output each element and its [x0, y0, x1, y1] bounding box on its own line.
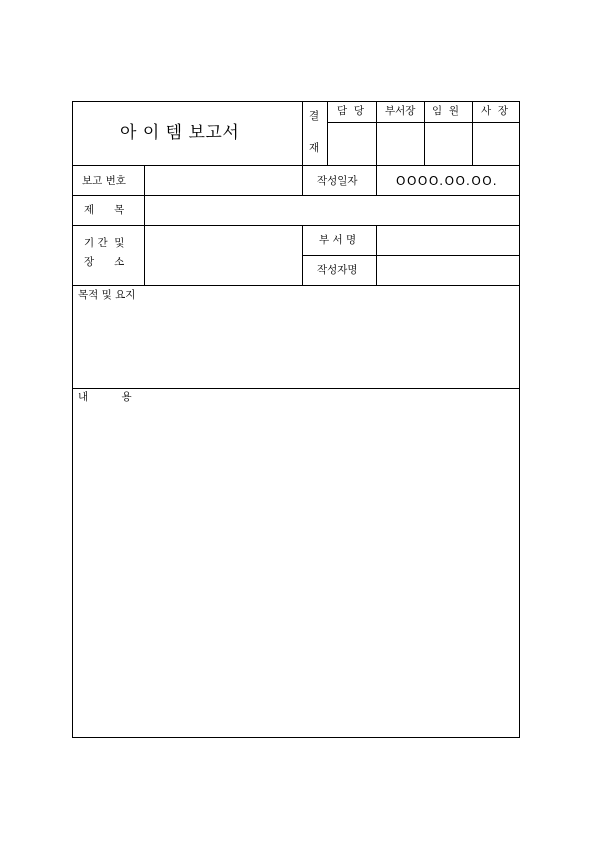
period-label-line1: 기 간 및 [84, 237, 125, 249]
signature-box-president[interactable] [473, 123, 519, 164]
author-label: 작성자명 [317, 264, 358, 276]
report-number-field[interactable] [145, 166, 301, 194]
approval-role-executive: 임 원 [432, 105, 459, 117]
department-label: 부 서 명 [319, 234, 357, 246]
purpose-field[interactable] [73, 302, 519, 387]
divider [302, 225, 303, 285]
department-field[interactable] [377, 226, 519, 254]
approval-role-staff: 담 당 [337, 105, 364, 117]
divider [302, 165, 303, 195]
date-label: 작성일자 [317, 175, 358, 187]
divider [72, 388, 520, 389]
subject-field[interactable] [145, 196, 519, 224]
date-value[interactable]: OOOO.OO.OO. [396, 174, 499, 188]
divider [376, 165, 377, 195]
subject-label: 제 목 [84, 204, 125, 216]
purpose-label: 목적 및 요지 [78, 289, 136, 301]
author-field[interactable] [377, 256, 519, 284]
content-label: 내 용 [78, 391, 132, 403]
signature-box-staff[interactable] [328, 123, 375, 164]
approval-role-manager: 부서장 [385, 105, 416, 117]
approval-role-president: 사 장 [481, 105, 508, 117]
period-label-line2: 장 소 [84, 256, 125, 268]
approval-label-top: 결 [309, 110, 320, 122]
page-title: 아 이 템 보고서 [120, 123, 240, 143]
report-number-label: 보고 번호 [82, 175, 126, 187]
content-field[interactable] [73, 405, 519, 737]
signature-box-executive[interactable] [425, 123, 471, 164]
approval-label-bottom: 재 [309, 142, 320, 154]
divider [302, 101, 303, 165]
signature-box-manager[interactable] [377, 123, 423, 164]
divider [72, 285, 520, 286]
period-place-field[interactable] [145, 226, 301, 284]
